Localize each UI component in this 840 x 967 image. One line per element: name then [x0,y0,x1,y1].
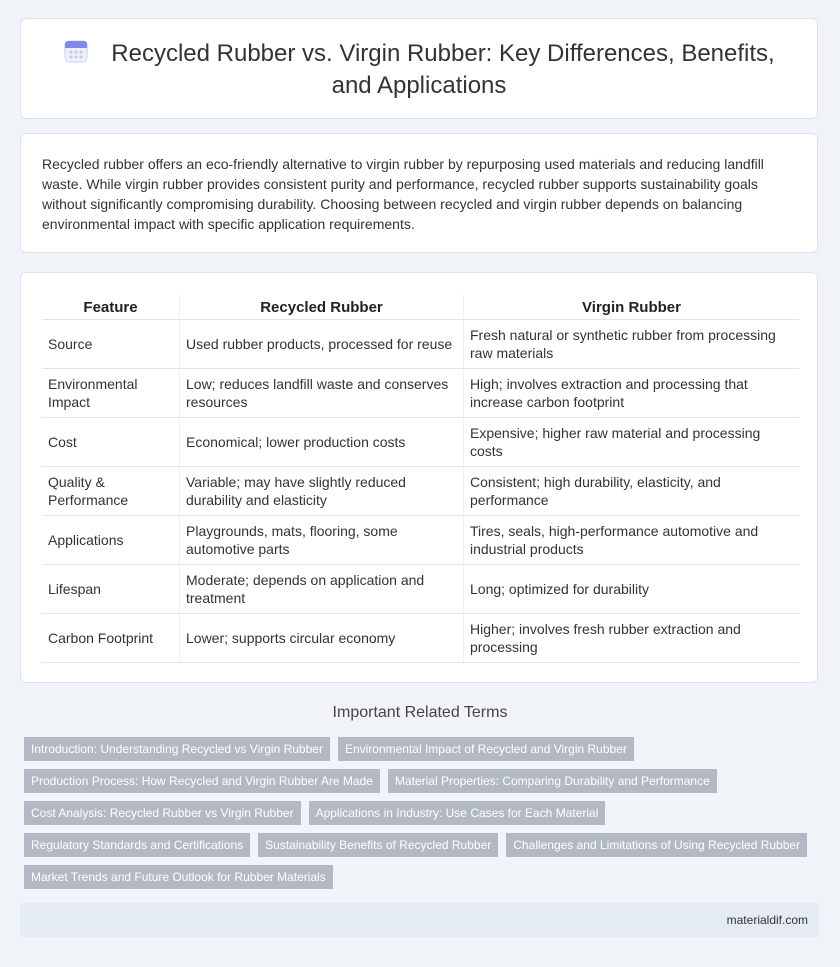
related-terms-list [24,737,820,889]
feature-cell: Lifespan [42,565,180,614]
table-row [42,467,799,516]
table-row [42,614,799,663]
recycled-cell: Economical; lower production costs [180,418,464,467]
related-term-tag[interactable]: Production Process: How Recycled and Virgin Rubber Are Made [24,769,380,793]
related-term-tag[interactable]: Cost Analysis: Recycled Rubber vs Virgin Rubber [24,801,301,825]
summary-card [20,133,818,253]
table-row [42,565,799,614]
recycled-cell: Used rubber products, processed for reuse [180,320,464,369]
related-term-tag[interactable]: Market Trends and Future Outlook for Rubber Materials [24,865,333,889]
related-terms-heading: Important Related Terms [332,704,508,721]
page-title-wrap [59,38,779,100]
table-header-row [42,295,799,320]
recycled-cell: Lower; supports circular economy [180,614,464,663]
feature-cell: Source [42,320,180,369]
footer-site[interactable]: materialdif.com [726,913,808,927]
table-row [42,418,799,467]
table-row [42,369,799,418]
header-recycled-rubber: Recycled Rubber [180,295,464,320]
feature-cell: Carbon Footprint [42,614,180,663]
virgin-cell: High; involves extraction and processing that increase carbon footprint [464,369,800,418]
feature-cell: Applications [42,516,180,565]
table-row [42,516,799,565]
recycled-cell: Low; reduces landfill waste and conserves resources [180,369,464,418]
related-term-tag[interactable]: Challenges and Limitations of Using Recycled Rubber [506,833,807,857]
virgin-cell: Fresh natural or synthetic rubber from processing raw materials [464,320,800,369]
comparison-table-card [20,272,818,683]
recycled-cell: Playgrounds, mats, flooring, some automotive parts [180,516,464,565]
feature-cell: Cost [42,418,180,467]
comparison-table [42,295,799,663]
calendar-icon [63,38,89,71]
related-term-tag[interactable]: Regulatory Standards and Certifications [24,833,250,857]
table-row [42,320,799,369]
recycled-cell: Moderate; depends on application and treatment [180,565,464,614]
header-virgin-rubber: Virgin Rubber [464,295,800,320]
related-term-tag[interactable]: Environmental Impact of Recycled and Virgin Rubber [338,737,634,761]
virgin-cell: Higher; involves fresh rubber extraction and processing [464,614,800,663]
summary-text: Recycled rubber offers an eco-friendly alternative to virgin rubber by repurposing used materials and reducing landfill waste. While virgin rubber provides consistent purity and performance, recycled rubber supports sustainability goals without significantly compromising durability. Choosing between recycled and virgin rubber depends on balancing environmental impact with specific application requirements. [42,156,764,232]
header-feature: Feature [42,295,180,320]
recycled-cell: Variable; may have slightly reduced durability and elasticity [180,467,464,516]
page-title: Recycled Rubber vs. Virgin Rubber: Key Differences, Benefits, and Applications [111,39,775,99]
virgin-cell: Consistent; high durability, elasticity, and performance [464,467,800,516]
footer [20,903,818,937]
feature-cell: Environmental Impact [42,369,180,418]
virgin-cell: Expensive; higher raw material and processing costs [464,418,800,467]
related-term-tag[interactable]: Introduction: Understanding Recycled vs Virgin Rubber [24,737,330,761]
virgin-cell: Long; optimized for durability [464,565,800,614]
related-term-tag[interactable]: Material Properties: Comparing Durability and Performance [388,769,717,793]
virgin-cell: Tires, seals, high-performance automotive and industrial products [464,516,800,565]
feature-cell: Quality & Performance [42,467,180,516]
related-term-tag[interactable]: Applications in Industry: Use Cases for Each Material [309,801,606,825]
related-term-tag[interactable]: Sustainability Benefits of Recycled Rubber [258,833,498,857]
title-card [20,18,818,119]
